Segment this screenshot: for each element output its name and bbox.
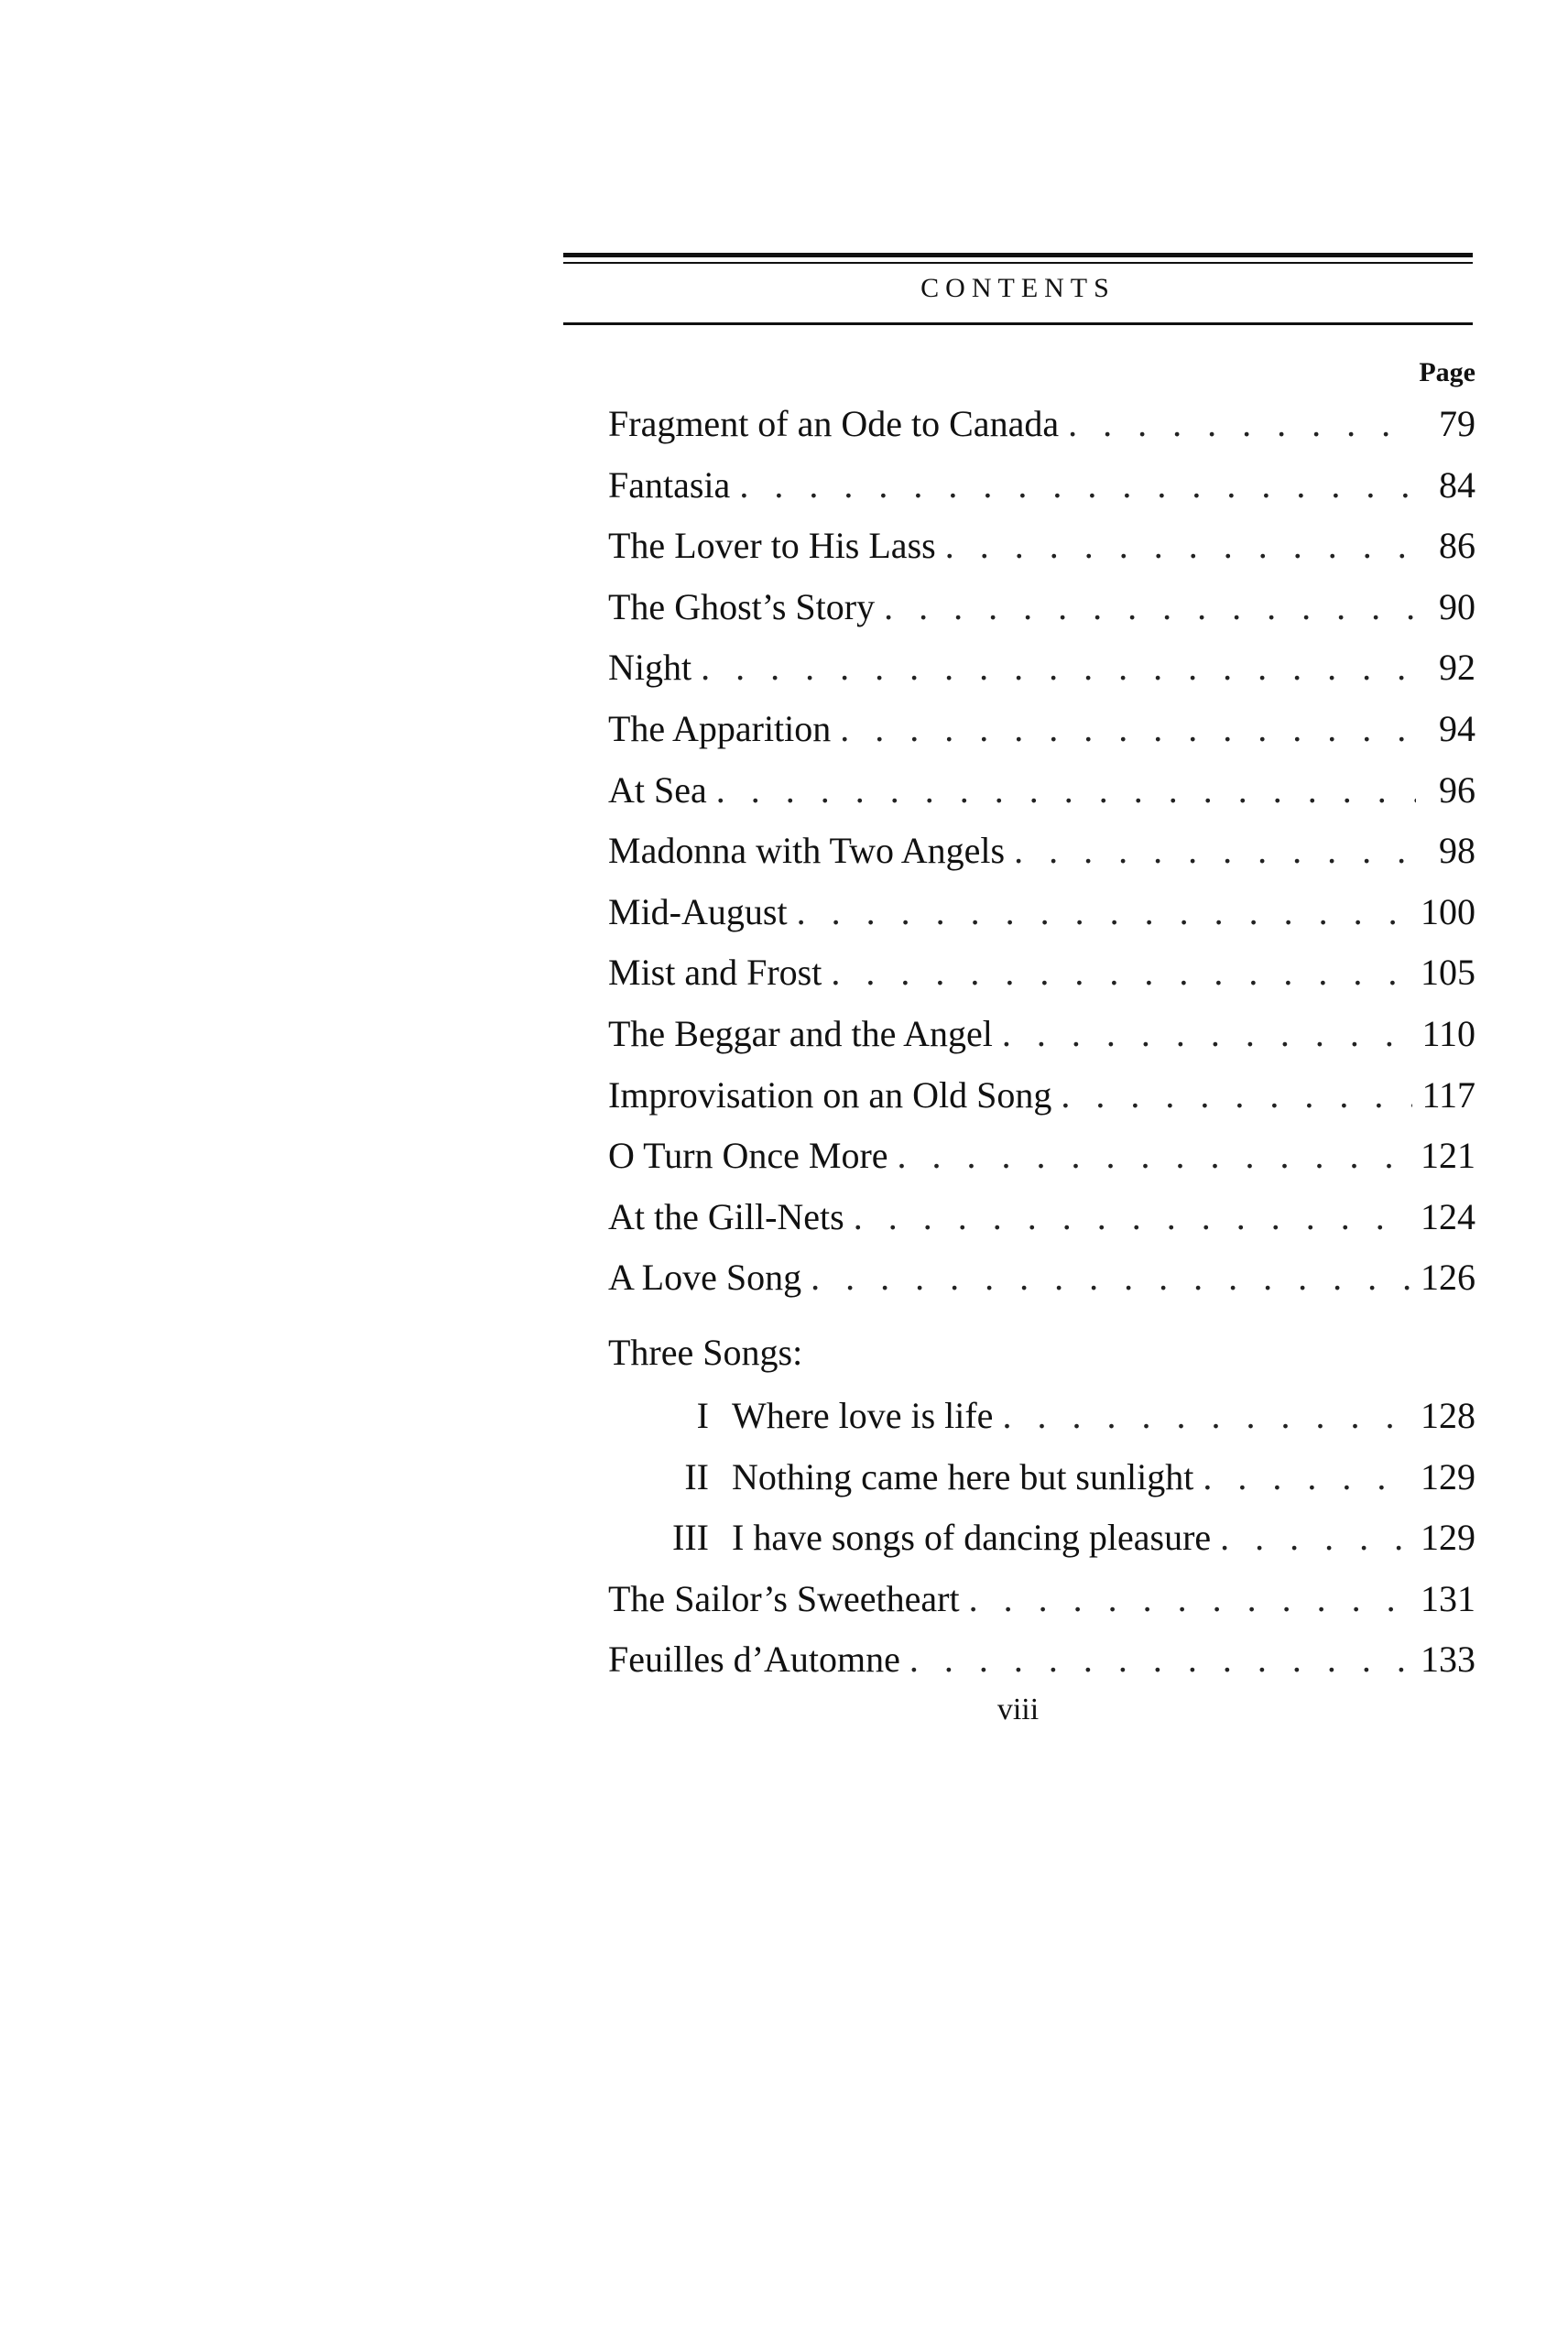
- entry-numeral: I: [696, 1394, 709, 1436]
- entry-title-text: Mid-August: [608, 890, 788, 932]
- entry-title-text: Improvisation on an Old Song: [608, 1073, 1052, 1116]
- dot-leader: [831, 942, 1411, 1003]
- group-title: Three Songs:: [608, 1331, 803, 1373]
- entry-title: [608, 1629, 900, 1690]
- entry-title: [608, 882, 788, 942]
- entry-page: 129: [1421, 1517, 1475, 1559]
- toc-entry[interactable]: [608, 882, 1475, 943]
- entry-title: [608, 1065, 1051, 1126]
- entry-title-text: Where love is life: [732, 1394, 994, 1436]
- dot-leader: [1220, 1508, 1411, 1568]
- entry-page: 110: [1421, 1012, 1475, 1054]
- dot-leader: [945, 516, 1416, 576]
- entry-title-text: I have songs of dancing pleasure: [732, 1517, 1212, 1559]
- dot-leader: [1002, 1004, 1413, 1064]
- dot-leader: [811, 1247, 1411, 1308]
- entry-title-text: Night: [608, 647, 692, 689]
- heading-rule: [563, 322, 1473, 325]
- dot-leader: [739, 455, 1416, 516]
- dot-leader: [969, 1569, 1411, 1629]
- page-column-label: Page: [1419, 357, 1475, 387]
- entry-title-text: The Sailor’s Sweetheart: [608, 1577, 960, 1619]
- toc-entry[interactable]: [608, 516, 1475, 577]
- top-rule-thick: [563, 253, 1473, 257]
- entry-page: 86: [1439, 525, 1475, 567]
- entry-title-text: O Turn Once More: [608, 1135, 888, 1177]
- toc-entry[interactable]: [608, 1447, 1475, 1508]
- entry-title: [608, 1247, 801, 1308]
- toc-entry[interactable]: [608, 1569, 1475, 1630]
- entry-page: 128: [1421, 1394, 1475, 1436]
- entry-page: 105: [1421, 952, 1475, 994]
- entry-title-text: At Sea: [608, 768, 707, 811]
- toc-entry[interactable]: [608, 1065, 1475, 1127]
- entry-title: [608, 1447, 1193, 1508]
- dot-leader: [1061, 1065, 1412, 1126]
- dot-leader: [840, 699, 1416, 759]
- toc-entry[interactable]: [608, 455, 1475, 517]
- dot-leader: [854, 1187, 1411, 1247]
- entry-title: [608, 1004, 993, 1064]
- entry-title-text: At the Gill-Nets: [608, 1195, 844, 1237]
- dot-leader: [701, 637, 1416, 698]
- entry-title-text: Nothing came here but sunlight: [732, 1455, 1194, 1497]
- entry-title: [608, 821, 1005, 881]
- entry-title: [608, 516, 936, 576]
- entry-title: [608, 394, 1059, 454]
- toc-entry[interactable]: [608, 1629, 1475, 1691]
- entry-title: [608, 455, 730, 516]
- toc-entry[interactable]: [608, 394, 1475, 455]
- toc-entry[interactable]: [608, 821, 1475, 882]
- toc-entry[interactable]: [608, 942, 1475, 1004]
- entry-title-text: A Love Song: [608, 1257, 802, 1299]
- entry-page: 94: [1439, 707, 1475, 749]
- entry-title-text: Mist and Frost: [608, 952, 822, 994]
- entry-title: [608, 1187, 844, 1247]
- entry-numeral: III: [672, 1517, 709, 1559]
- entry-title: [608, 1508, 1211, 1568]
- dot-leader: [1203, 1447, 1411, 1508]
- dot-leader: [1068, 394, 1416, 454]
- entry-title-text: Fragment of an Ode to Canada: [608, 403, 1060, 444]
- dot-leader: [1002, 1386, 1411, 1446]
- dot-leader: [716, 760, 1416, 821]
- entry-page: 126: [1421, 1257, 1475, 1299]
- dot-leader: [898, 1126, 1411, 1186]
- entry-title: [608, 637, 691, 698]
- entry-page: 90: [1439, 585, 1475, 627]
- entry-title: [608, 760, 707, 821]
- entry-page: 100: [1421, 890, 1475, 932]
- entry-title-text: The Lover to His Lass: [608, 525, 936, 567]
- entry-title-text: The Apparition: [608, 707, 832, 749]
- entry-title: [608, 699, 831, 759]
- entry-page: 92: [1439, 647, 1475, 689]
- entry-page: 117: [1421, 1073, 1475, 1116]
- entry-title-text: The Beggar and the Angel: [608, 1012, 993, 1054]
- entry-title: [608, 942, 822, 1003]
- toc-entry[interactable]: [608, 760, 1475, 822]
- dot-leader: [797, 882, 1411, 942]
- toc-entry[interactable]: [608, 637, 1475, 699]
- entry-title: [608, 1569, 960, 1629]
- entry-title-text: Madonna with Two Angels: [608, 830, 1006, 872]
- dot-leader: [909, 1629, 1411, 1690]
- toc-entry[interactable]: [608, 1126, 1475, 1187]
- toc-entry[interactable]: [608, 1187, 1475, 1248]
- entry-numeral: II: [684, 1455, 709, 1497]
- toc-entry[interactable]: [608, 1247, 1475, 1309]
- toc-entry[interactable]: [608, 699, 1475, 760]
- entry-page: 121: [1421, 1135, 1475, 1177]
- entry-page: 98: [1439, 830, 1475, 872]
- dot-leader: [884, 577, 1416, 637]
- entry-page: 133: [1421, 1639, 1475, 1681]
- entry-title-text: Feuilles d’Automne: [608, 1639, 900, 1681]
- entry-page: 84: [1439, 463, 1475, 506]
- entry-title: [608, 1126, 888, 1186]
- entry-title-text: Fantasia: [608, 463, 731, 506]
- page-folio: viii: [996, 1693, 1040, 1726]
- entry-title: [608, 1386, 993, 1446]
- entry-page: 96: [1439, 768, 1475, 811]
- entry-page: 131: [1421, 1577, 1475, 1619]
- table-of-contents: [608, 394, 1475, 1691]
- toc-entry[interactable]: [608, 1508, 1475, 1569]
- entry-page: 79: [1439, 403, 1475, 444]
- entry-page: 124: [1421, 1195, 1475, 1237]
- entry-title: [608, 577, 875, 637]
- toc-entry[interactable]: [608, 577, 1475, 638]
- entry-page: 129: [1421, 1455, 1475, 1497]
- dot-leader: [1014, 821, 1416, 881]
- top-rule-thin: [563, 262, 1473, 264]
- contents-heading: CONTENTS: [920, 273, 1116, 303]
- toc-entry[interactable]: [608, 1004, 1475, 1065]
- entry-title-text: The Ghost’s Story: [608, 585, 876, 627]
- toc-entry[interactable]: [608, 1386, 1475, 1447]
